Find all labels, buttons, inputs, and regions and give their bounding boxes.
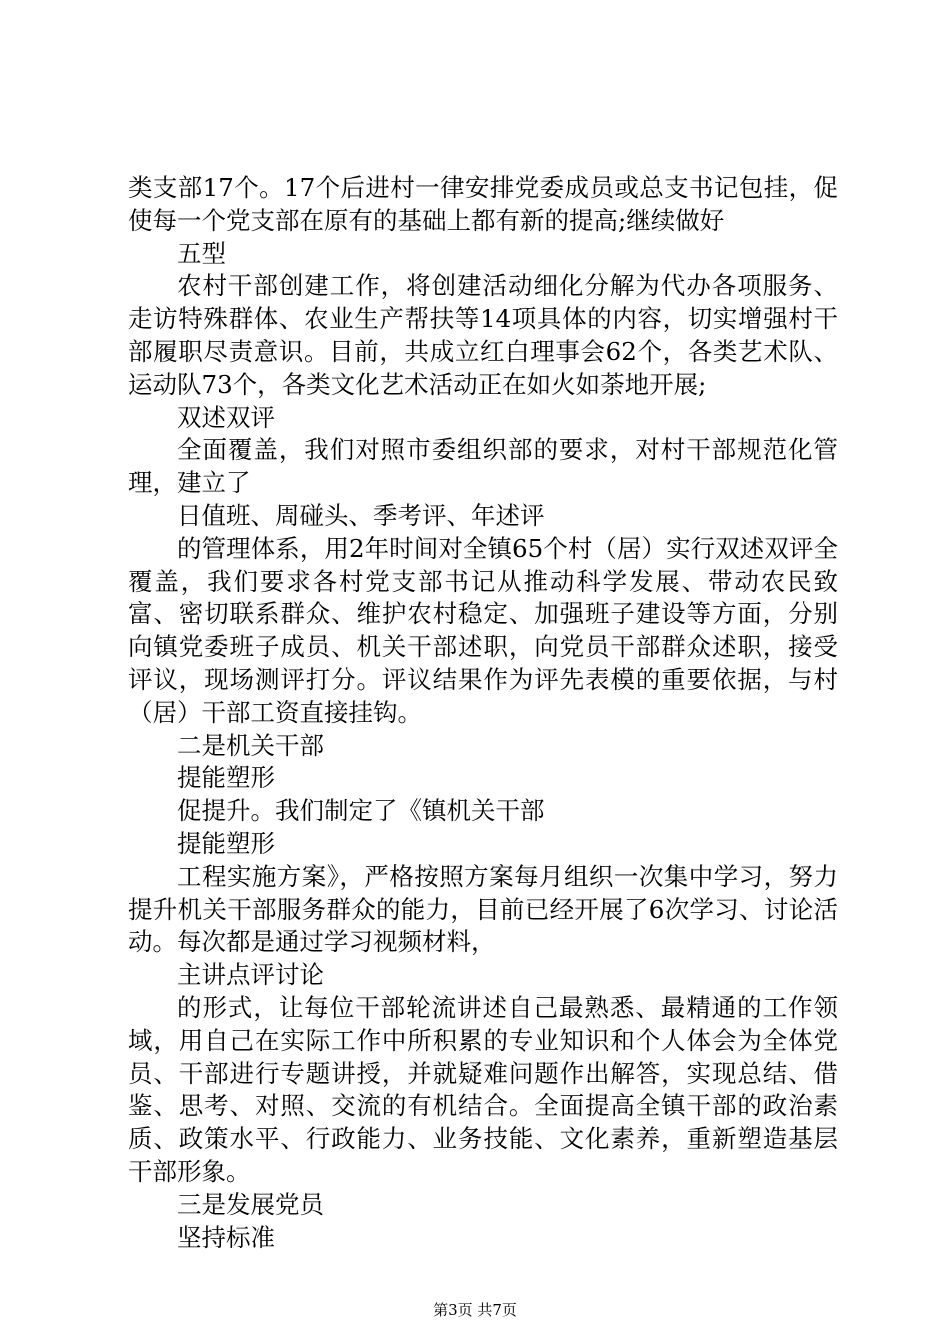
paragraph: 坚持标准 (177, 1222, 275, 1252)
page-footer (0, 1300, 950, 1320)
paragraph: 提能塑形 (177, 828, 275, 858)
paragraph: 日值班、周碰头、季考评、年述评 (177, 500, 545, 530)
paragraph: 全面覆盖，我们对照市委组织部的要求，对村干部规范化管理，建立了 (128, 435, 838, 498)
page-number: 第3页 共7页 (433, 1301, 517, 1319)
paragraph: 类支部17个。17个后进村一律安排党委成员或总支书记包挂，促使每一个党支部在原有的基础上都有新的提高;继续做好 (128, 173, 838, 235)
paragraph: 工程实施方案》，严格按照方案每月组织一次集中学习，努力提升机关干部服务群众的能力，目前已经开展了6次学习、讨论活动。每次都是通过学习视频材料， (128, 861, 838, 957)
paragraph: 双述双评 (177, 402, 275, 432)
paragraph: 主讲点评讨论 (177, 960, 324, 990)
paragraph: 的形式，让每位干部轮流讲述自己最熟悉、最精通的工作领域，用自己在实际工作中所积累的专业知识和个人体会为全体党员、干部进行专题讲授，并就疑难问题作出解答，实现总结、借鉴、思考、对照、交流的有机结合。全面提高全镇干部的政治素质、政策水平、行政能力、业务技能、文化素养，重新塑造基层干部形象。 (128, 992, 838, 1186)
paragraph: 五型 (177, 238, 226, 268)
paragraph: 的管理体系，用2年时间对全镇65个村（居）实行双述双评全覆盖，我们要求各村党支部书记从推动科学发展、带动农民致富、密切联系群众、维护农村稳定、加强班子建设等方面，分别向镇党委班子成员、机关干部述职，向党员干部群众述职，接受评议，现场测评打分。评议结果作为评先表模的重要依据，与村（居）干部工资直接挂钩。 (128, 533, 838, 727)
paragraph: 提能塑形 (177, 763, 275, 793)
paragraph: 三是发展党员 (177, 1189, 324, 1219)
paragraph: 二是机关干部 (177, 730, 324, 760)
paragraph: 促提升。我们制定了《镇机关干部 (177, 796, 545, 826)
paragraph: 农村干部创建工作，将创建活动细化分解为代办各项服务、走访特殊群体、农业生产帮扶等14项具体的内容，切实增强村干部履职尽责意识。目前，共成立红白理事会62个，各类艺术队、运动队73个，各类文化艺术活动正在如火如荼地开展; (128, 271, 838, 399)
document-body (128, 172, 838, 1254)
